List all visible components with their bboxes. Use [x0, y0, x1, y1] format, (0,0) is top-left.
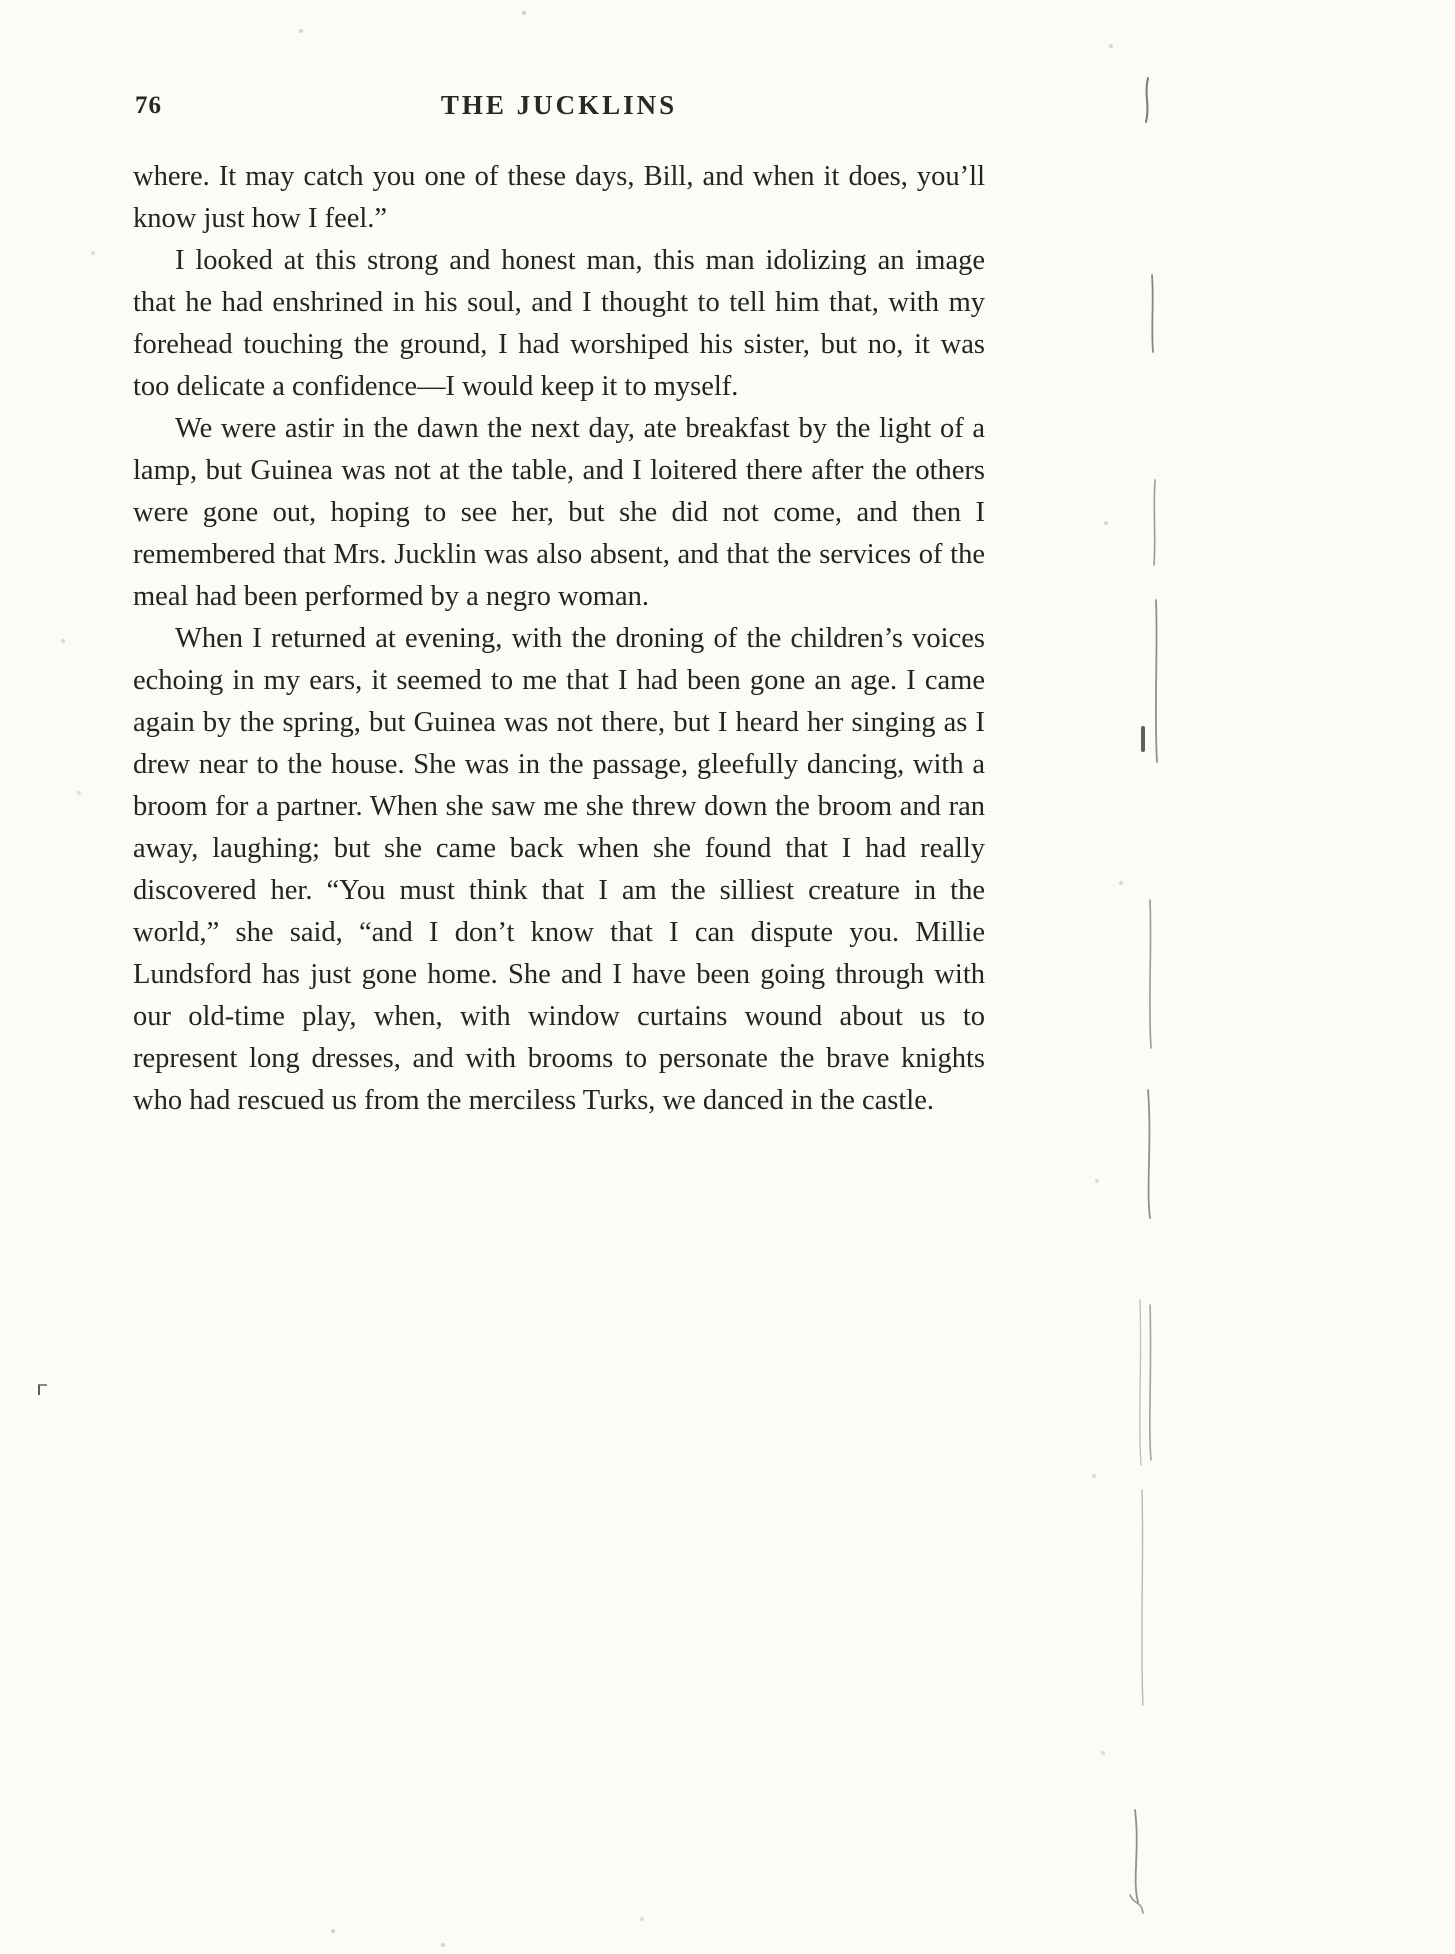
running-header-title: THE JUCKLINS — [440, 90, 678, 120]
paragraph: We were astir in the dawn the next day, ate breakfast by the light of a lamp, but Guinea was not at the table, and I loitered there after the others were gone out, hoping to see her, but she did not come, and then I remembered that Mrs. Jucklin was also absent, and that the services of the meal had been performed by a negro woman. — [133, 413, 985, 612]
text-block — [133, 156, 985, 1122]
scan-speckles — [0, 0, 2, 2]
paragraph: where. It may catch you one of these days, Bill, and when it does, you’ll know just how I feel.” — [133, 161, 985, 234]
paragraph: I looked at this strong and honest man, this man idolizing an image that he had enshrined in his soul, and I thought to tell him that, with my forehead touching the ground, I had worshiped his sister, but no, it was too delicate a confidence—I would keep it to myself. — [133, 245, 985, 402]
page-number: 76 — [135, 92, 162, 119]
scan-artifact-lines — [1080, 0, 1200, 1954]
scan-artifact-corner-mark — [38, 1384, 47, 1395]
paragraph: When I returned at evening, with the droning of the children’s voices echoing in my ears, it seemed to me that I had been gone an age. I came again by the spring, but Guinea was not there, but I heard her singing as I drew near to the house. She was in the passage, gleefully dancing, with a broom for a partner. When she saw me she threw down the broom and ran away, laughing; but she came back when she found that I had really discovered her. “You must think that I am the silliest creature in the world,” she said, “and I don’t know that I can dispute you. Millie Lundsford has just gone home. She and I have been going through with our old-time play, when, with window curtains wound about us to represent long dresses, and with brooms to personate the brave knights who had rescued us from the merciless Turks, we danced in the castle. — [133, 623, 985, 1116]
